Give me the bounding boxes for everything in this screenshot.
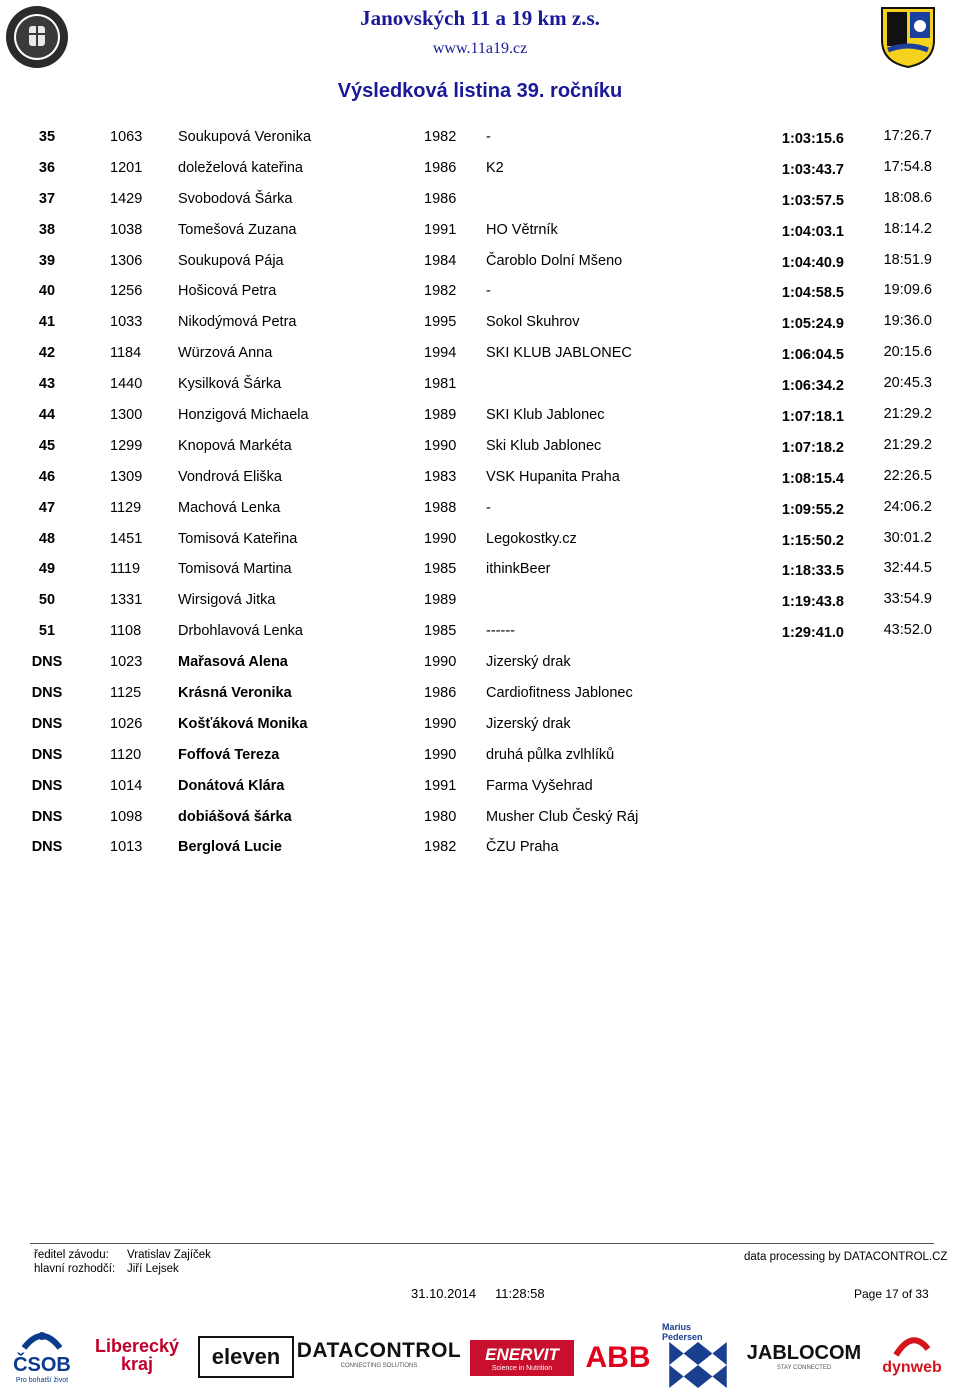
- club-cell: Čaroblo Dolní Mšeno: [486, 252, 623, 269]
- director-name: Vratislav Zajíček: [127, 1249, 211, 1261]
- club-cell: -: [486, 129, 491, 145]
- rank-cell: 50: [38, 592, 56, 609]
- table-row: [0, 276, 960, 307]
- sponsor-liberecky-kraj-logo: Liberecký kraj: [94, 1336, 180, 1374]
- club-cell: druhá půlka zvlhlíků: [486, 746, 615, 763]
- birth-year-cell: 1991: [424, 221, 457, 238]
- name-cell: Donátová Klára: [178, 777, 285, 794]
- finish-time-cell: 1:08:15.4: [781, 470, 844, 487]
- rank-cell: DNS: [31, 685, 63, 702]
- name-cell: Tomisová Kateřina: [178, 530, 298, 547]
- bib-cell: 1300: [110, 407, 143, 424]
- bib-cell: 1256: [110, 283, 143, 300]
- rank-cell: DNS: [31, 839, 63, 856]
- bib-cell: 1120: [110, 746, 142, 763]
- rank-cell: 45: [38, 437, 56, 454]
- club-cell: Legokostky.cz: [486, 530, 577, 547]
- bib-cell: 1184: [110, 345, 142, 362]
- csob-wave-icon: [22, 1328, 62, 1354]
- bib-cell: 1026: [110, 715, 143, 732]
- table-row: [0, 709, 960, 740]
- rank-cell: 46: [38, 468, 56, 485]
- time-loss-cell: 22:26.5: [883, 467, 932, 484]
- club-cell: ------: [486, 623, 515, 640]
- name-cell: Soukupová Veronika: [178, 129, 312, 145]
- table-row: [0, 153, 960, 184]
- table-row: [0, 493, 960, 524]
- finish-time-cell: 1:29:41.0: [781, 625, 844, 642]
- rank-cell: 47: [38, 499, 56, 516]
- name-cell: Hošicová Petra: [178, 283, 277, 300]
- club-cell: Jizerský drak: [486, 654, 571, 671]
- table-row: [0, 246, 960, 277]
- table-row: [0, 338, 960, 369]
- bib-cell: 1014: [110, 777, 143, 794]
- time-loss-cell: 33:54.9: [883, 591, 932, 608]
- time-loss-cell: 17:54.8: [883, 158, 932, 175]
- table-row: [0, 122, 960, 153]
- birth-year-cell: 1985: [424, 561, 457, 578]
- name-cell: Foffová Tereza: [178, 746, 280, 763]
- rank-cell: 40: [38, 283, 56, 300]
- results-list-title: Výsledková listina 39. ročníku: [337, 80, 623, 102]
- bib-cell: 1451: [110, 530, 143, 547]
- bib-cell: 1063: [110, 129, 143, 145]
- sponsor-datacontrol-logo: DATACONTROL CONNECTING SOLUTIONS: [296, 1339, 462, 1369]
- rank-cell: DNS: [31, 746, 63, 763]
- table-row: [0, 802, 960, 833]
- rank-cell: 35: [38, 129, 56, 145]
- name-cell: Machová Lenka: [178, 499, 281, 516]
- name-cell: Knopová Markéta: [178, 437, 292, 454]
- bib-cell: 1023: [110, 654, 143, 671]
- finish-time-cell: 1:04:03.1: [781, 223, 844, 240]
- name-cell: Mařasová Alena: [178, 654, 288, 671]
- birth-year-cell: 1988: [424, 499, 457, 516]
- club-cell: VSK Hupanita Praha: [486, 468, 620, 485]
- club-cell: Ski Klub Jablonec: [486, 437, 602, 454]
- bib-cell: 1309: [110, 468, 143, 485]
- birth-year-cell: 1980: [424, 808, 457, 825]
- name-cell: Drbohlavová Lenka: [178, 623, 303, 640]
- rank-cell: DNS: [31, 715, 63, 732]
- birth-year-cell: 1994: [424, 345, 457, 362]
- sponsor-marius-pedersen-logo: Marius Pedersen: [662, 1322, 734, 1388]
- table-row: [0, 647, 960, 678]
- birth-year-cell: 1995: [424, 314, 457, 331]
- time-loss-cell: 32:44.5: [883, 560, 932, 577]
- table-row: [0, 585, 960, 616]
- processing-credit: data processing by DATACONTROL.CZ: [744, 1251, 948, 1263]
- table-row: [0, 678, 960, 709]
- time-loss-cell: 19:36.0: [883, 313, 932, 330]
- rank-cell: 51: [38, 623, 56, 640]
- birth-year-cell: 1981: [424, 376, 457, 393]
- organizer-title: Janovských 11 a 19 km z.s.: [360, 6, 600, 30]
- finish-time-cell: 1:09:55.2: [781, 501, 844, 518]
- print-date: 31.10.2014: [411, 1286, 477, 1301]
- bib-cell: 1013: [110, 839, 143, 856]
- birth-year-cell: 1990: [424, 437, 457, 454]
- rank-cell: 39: [38, 252, 56, 269]
- time-loss-cell: 18:14.2: [883, 220, 932, 237]
- print-time: 11:28:58: [495, 1286, 545, 1301]
- bib-cell: 1038: [110, 221, 143, 238]
- bib-cell: 1119: [110, 561, 141, 578]
- page-number: Page 17 of 33: [854, 1287, 929, 1301]
- rank-cell: 44: [38, 407, 56, 424]
- table-row: [0, 740, 960, 771]
- birth-year-cell: 1990: [424, 654, 457, 671]
- referee-label: hlavní rozhodčí:: [34, 1263, 116, 1275]
- name-cell: Vondrová Eliška: [178, 468, 282, 485]
- rank-cell: 48: [38, 530, 56, 547]
- bib-cell: 1129: [110, 499, 142, 516]
- club-cell: K2: [486, 159, 504, 176]
- time-loss-cell: 18:08.6: [883, 189, 932, 206]
- finish-time-cell: 1:15:50.2: [781, 532, 844, 549]
- finish-time-cell: 1:06:04.5: [781, 347, 844, 364]
- table-row: [0, 462, 960, 493]
- time-loss-cell: 43:52.0: [883, 622, 932, 639]
- name-cell: Tomisová Martina: [178, 561, 292, 578]
- rank-cell: DNS: [31, 808, 63, 825]
- dynweb-swirl-icon: [892, 1335, 932, 1359]
- results-table: [0, 122, 960, 863]
- name-cell: Berglová Lucie: [178, 839, 282, 856]
- club-cell: SKI KLUB JABLONEC: [486, 345, 632, 362]
- birth-year-cell: 1990: [424, 530, 457, 547]
- sponsor-csob-logo: ČSOB Pro bohatší život: [8, 1324, 76, 1388]
- table-row: [0, 369, 960, 400]
- bib-cell: 1033: [110, 314, 143, 331]
- finish-time-cell: 1:19:43.8: [781, 594, 844, 611]
- name-cell: Košťáková Monika: [178, 715, 308, 732]
- birth-year-cell: 1990: [424, 746, 457, 763]
- director-label: ředitel závodu:: [34, 1249, 109, 1261]
- club-cell: Farma Vyšehrad: [486, 777, 593, 794]
- bib-cell: 1098: [110, 808, 143, 825]
- table-row: [0, 616, 960, 647]
- name-cell: Soukupová Pája: [178, 252, 284, 269]
- birth-year-cell: 1984: [424, 252, 457, 269]
- finish-time-cell: 1:05:24.9: [781, 316, 844, 333]
- birth-year-cell: 1982: [424, 283, 457, 300]
- birth-year-cell: 1986: [424, 190, 457, 207]
- rank-cell: 41: [38, 314, 56, 331]
- name-cell: Svobodová Šárka: [178, 190, 293, 207]
- rank-cell: 42: [38, 345, 56, 362]
- sponsor-strip: [0, 1318, 960, 1394]
- rank-cell: 36: [38, 159, 56, 176]
- finish-time-cell: 1:03:57.5: [781, 192, 844, 209]
- club-cell: Sokol Skuhrov: [486, 314, 580, 331]
- name-cell: Tomešová Zuzana: [178, 221, 297, 238]
- bib-cell: 1429: [110, 190, 143, 207]
- club-cell: -: [486, 283, 491, 300]
- club-cell: HO Větrník: [486, 221, 558, 238]
- time-loss-cell: 24:06.2: [883, 498, 932, 515]
- time-loss-cell: 21:29.2: [883, 436, 932, 453]
- rank-cell: 37: [38, 190, 56, 207]
- name-cell: Honzigová Michaela: [178, 407, 309, 424]
- finish-time-cell: 1:06:34.2: [781, 378, 844, 395]
- rank-cell: 43: [38, 376, 56, 393]
- time-loss-cell: 20:15.6: [883, 344, 932, 361]
- club-cell: ithinkBeer: [486, 561, 551, 578]
- marius-pedersen-pattern-icon: [668, 1342, 728, 1388]
- time-loss-cell: 21:29.2: [883, 406, 932, 423]
- finish-time-cell: 1:07:18.1: [781, 409, 844, 426]
- sponsor-jablocom-logo: JABLOCOM STAY CONNECTED: [746, 1341, 862, 1371]
- time-loss-cell: 18:51.9: [883, 251, 932, 268]
- bib-cell: 1125: [110, 685, 142, 702]
- time-loss-cell: 20:45.3: [883, 375, 932, 392]
- sponsor-dynweb-logo: dynweb: [876, 1328, 948, 1384]
- rank-cell: 38: [38, 221, 56, 238]
- sponsor-enervit-logo: ENERVIT Science in Nutrition: [470, 1340, 574, 1376]
- birth-year-cell: 1990: [424, 715, 457, 732]
- birth-year-cell: 1982: [424, 839, 457, 856]
- birth-year-cell: 1991: [424, 777, 457, 794]
- name-cell: Wirsigová Jitka: [178, 592, 276, 609]
- bib-cell: 1440: [110, 376, 143, 393]
- birth-year-cell: 1985: [424, 623, 457, 640]
- table-row: [0, 184, 960, 215]
- finish-time-cell: 1:04:40.9: [781, 254, 844, 271]
- table-row: [0, 524, 960, 555]
- club-cell: Jizerský drak: [486, 715, 571, 732]
- finish-time-cell: 1:07:18.2: [781, 439, 844, 456]
- name-cell: dobiášová šárka: [178, 808, 292, 825]
- finish-time-cell: 1:03:43.7: [781, 161, 844, 178]
- birth-year-cell: 1986: [424, 159, 457, 176]
- footer-divider: [30, 1243, 934, 1244]
- name-cell: Kysilková Šárka: [178, 376, 282, 393]
- name-cell: doleželová kateřina: [178, 159, 303, 176]
- birth-year-cell: 1989: [424, 407, 457, 424]
- bib-cell: 1299: [110, 437, 143, 454]
- birth-year-cell: 1983: [424, 468, 457, 485]
- bib-cell: 1201: [110, 159, 143, 176]
- time-loss-cell: 30:01.2: [883, 529, 932, 546]
- birth-year-cell: 1989: [424, 592, 457, 609]
- rank-cell: DNS: [31, 777, 63, 794]
- bib-cell: 1108: [110, 623, 142, 640]
- birth-year-cell: 1986: [424, 685, 457, 702]
- club-cell: Musher Club Český Ráj: [486, 808, 639, 825]
- finish-time-cell: 1:03:15.6: [781, 131, 844, 147]
- table-row: [0, 832, 960, 863]
- rank-cell: 49: [38, 561, 56, 578]
- table-row: [0, 215, 960, 246]
- time-loss-cell: 19:09.6: [883, 282, 932, 299]
- table-row: [0, 400, 960, 431]
- bib-cell: 1306: [110, 252, 143, 269]
- name-cell: Würzová Anna: [178, 345, 273, 362]
- sponsor-eleven-logo: eleven: [198, 1336, 294, 1378]
- table-row: [0, 431, 960, 462]
- finish-time-cell: 1:18:33.5: [781, 563, 844, 580]
- table-row: [0, 554, 960, 585]
- birth-year-cell: 1982: [424, 129, 457, 145]
- rank-cell: DNS: [31, 654, 63, 671]
- table-row: [0, 307, 960, 338]
- referee-name: Jiří Lejsek: [127, 1263, 179, 1275]
- club-cell: -: [486, 499, 491, 516]
- club-cell: ČZU Praha: [486, 839, 559, 856]
- table-row: [0, 771, 960, 802]
- name-cell: Krásná Veronika: [178, 685, 292, 702]
- finish-time-cell: 1:04:58.5: [781, 285, 844, 302]
- club-cell: Cardiofitness Jablonec: [486, 685, 633, 702]
- time-loss-cell: 17:26.7: [883, 128, 932, 144]
- website-url[interactable]: www.11a19.cz: [432, 40, 528, 57]
- name-cell: Nikodýmová Petra: [178, 314, 297, 331]
- bib-cell: 1331: [110, 592, 143, 609]
- club-cell: SKI Klub Jablonec: [486, 407, 605, 424]
- sponsor-abb-logo: ABB: [585, 1341, 651, 1374]
